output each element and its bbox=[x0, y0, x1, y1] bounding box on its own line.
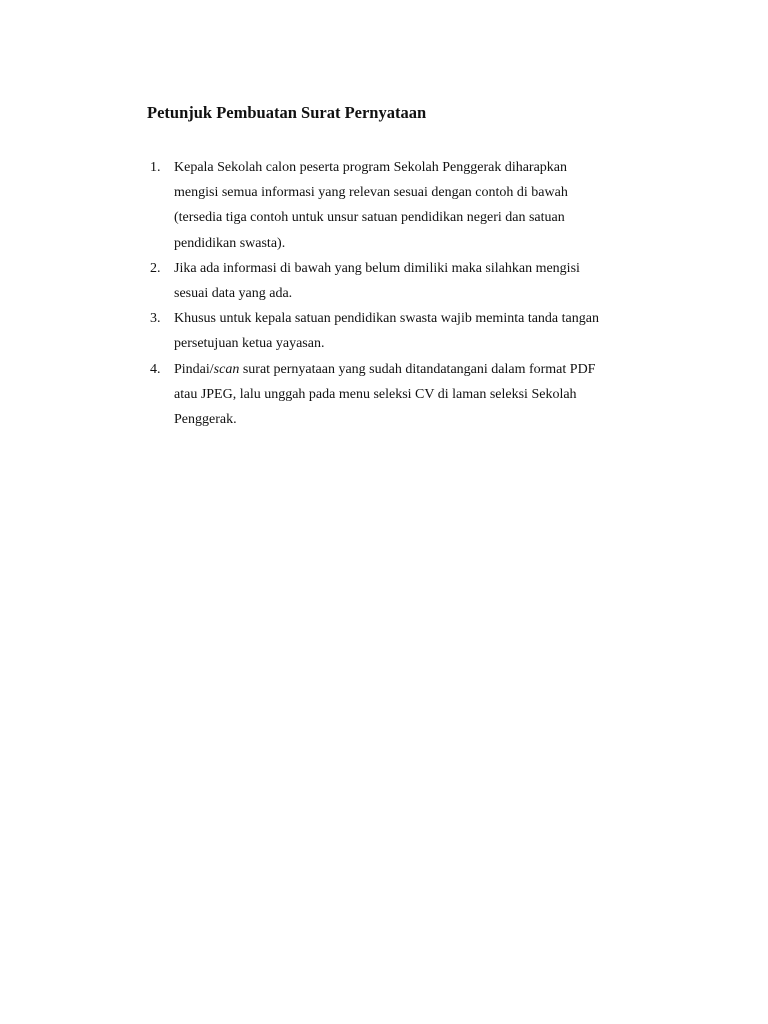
list-item-line: sesuai data yang ada. bbox=[174, 286, 293, 302]
list-item-line: Jika ada informasi di bawah yang belum dimiliki maka silahkan mengisi bbox=[174, 260, 580, 276]
list-item bbox=[150, 357, 660, 433]
list-item-number: 1. bbox=[150, 160, 161, 175]
list-item-line: Penggerak. bbox=[174, 412, 237, 428]
list-item-line: Kepala Sekolah calon peserta program Sekolah Penggerak diharapkan bbox=[174, 160, 568, 175]
list-item bbox=[150, 155, 660, 256]
list-item-number: 2. bbox=[150, 260, 161, 276]
list-item bbox=[150, 306, 660, 356]
list-item-line: mengisi semua informasi yang relevan sesuai dengan contoh di bawah bbox=[174, 185, 568, 201]
list-item bbox=[150, 256, 660, 306]
line-prefix: Pindai/ bbox=[174, 361, 214, 377]
list-item-line: atau JPEG, lalu unggah pada menu seleksi CV di laman seleksi Sekolah bbox=[174, 386, 577, 402]
page-title: Petunjuk Pembuatan Surat Pernyataan bbox=[147, 103, 427, 122]
list-item-line: Khusus untuk kepala satuan pendidikan swasta wajib meminta tanda tangan bbox=[174, 311, 599, 327]
list-item-line: persetujuan ketua yayasan. bbox=[174, 336, 325, 352]
line-suffix: surat pernyataan yang sudah ditandatangani dalam format PDF bbox=[239, 361, 596, 377]
list-item-line: (tersedia tiga contoh untuk unsur satuan pendidikan negeri dan satuan bbox=[174, 210, 565, 226]
instruction-list bbox=[150, 155, 660, 432]
list-item-line: pendidikan swasta). bbox=[174, 235, 286, 251]
list-item-number: 3. bbox=[150, 311, 161, 327]
italic-term: scan bbox=[213, 361, 240, 377]
list-item-number: 4. bbox=[150, 361, 161, 377]
list-item-line bbox=[174, 357, 660, 382]
